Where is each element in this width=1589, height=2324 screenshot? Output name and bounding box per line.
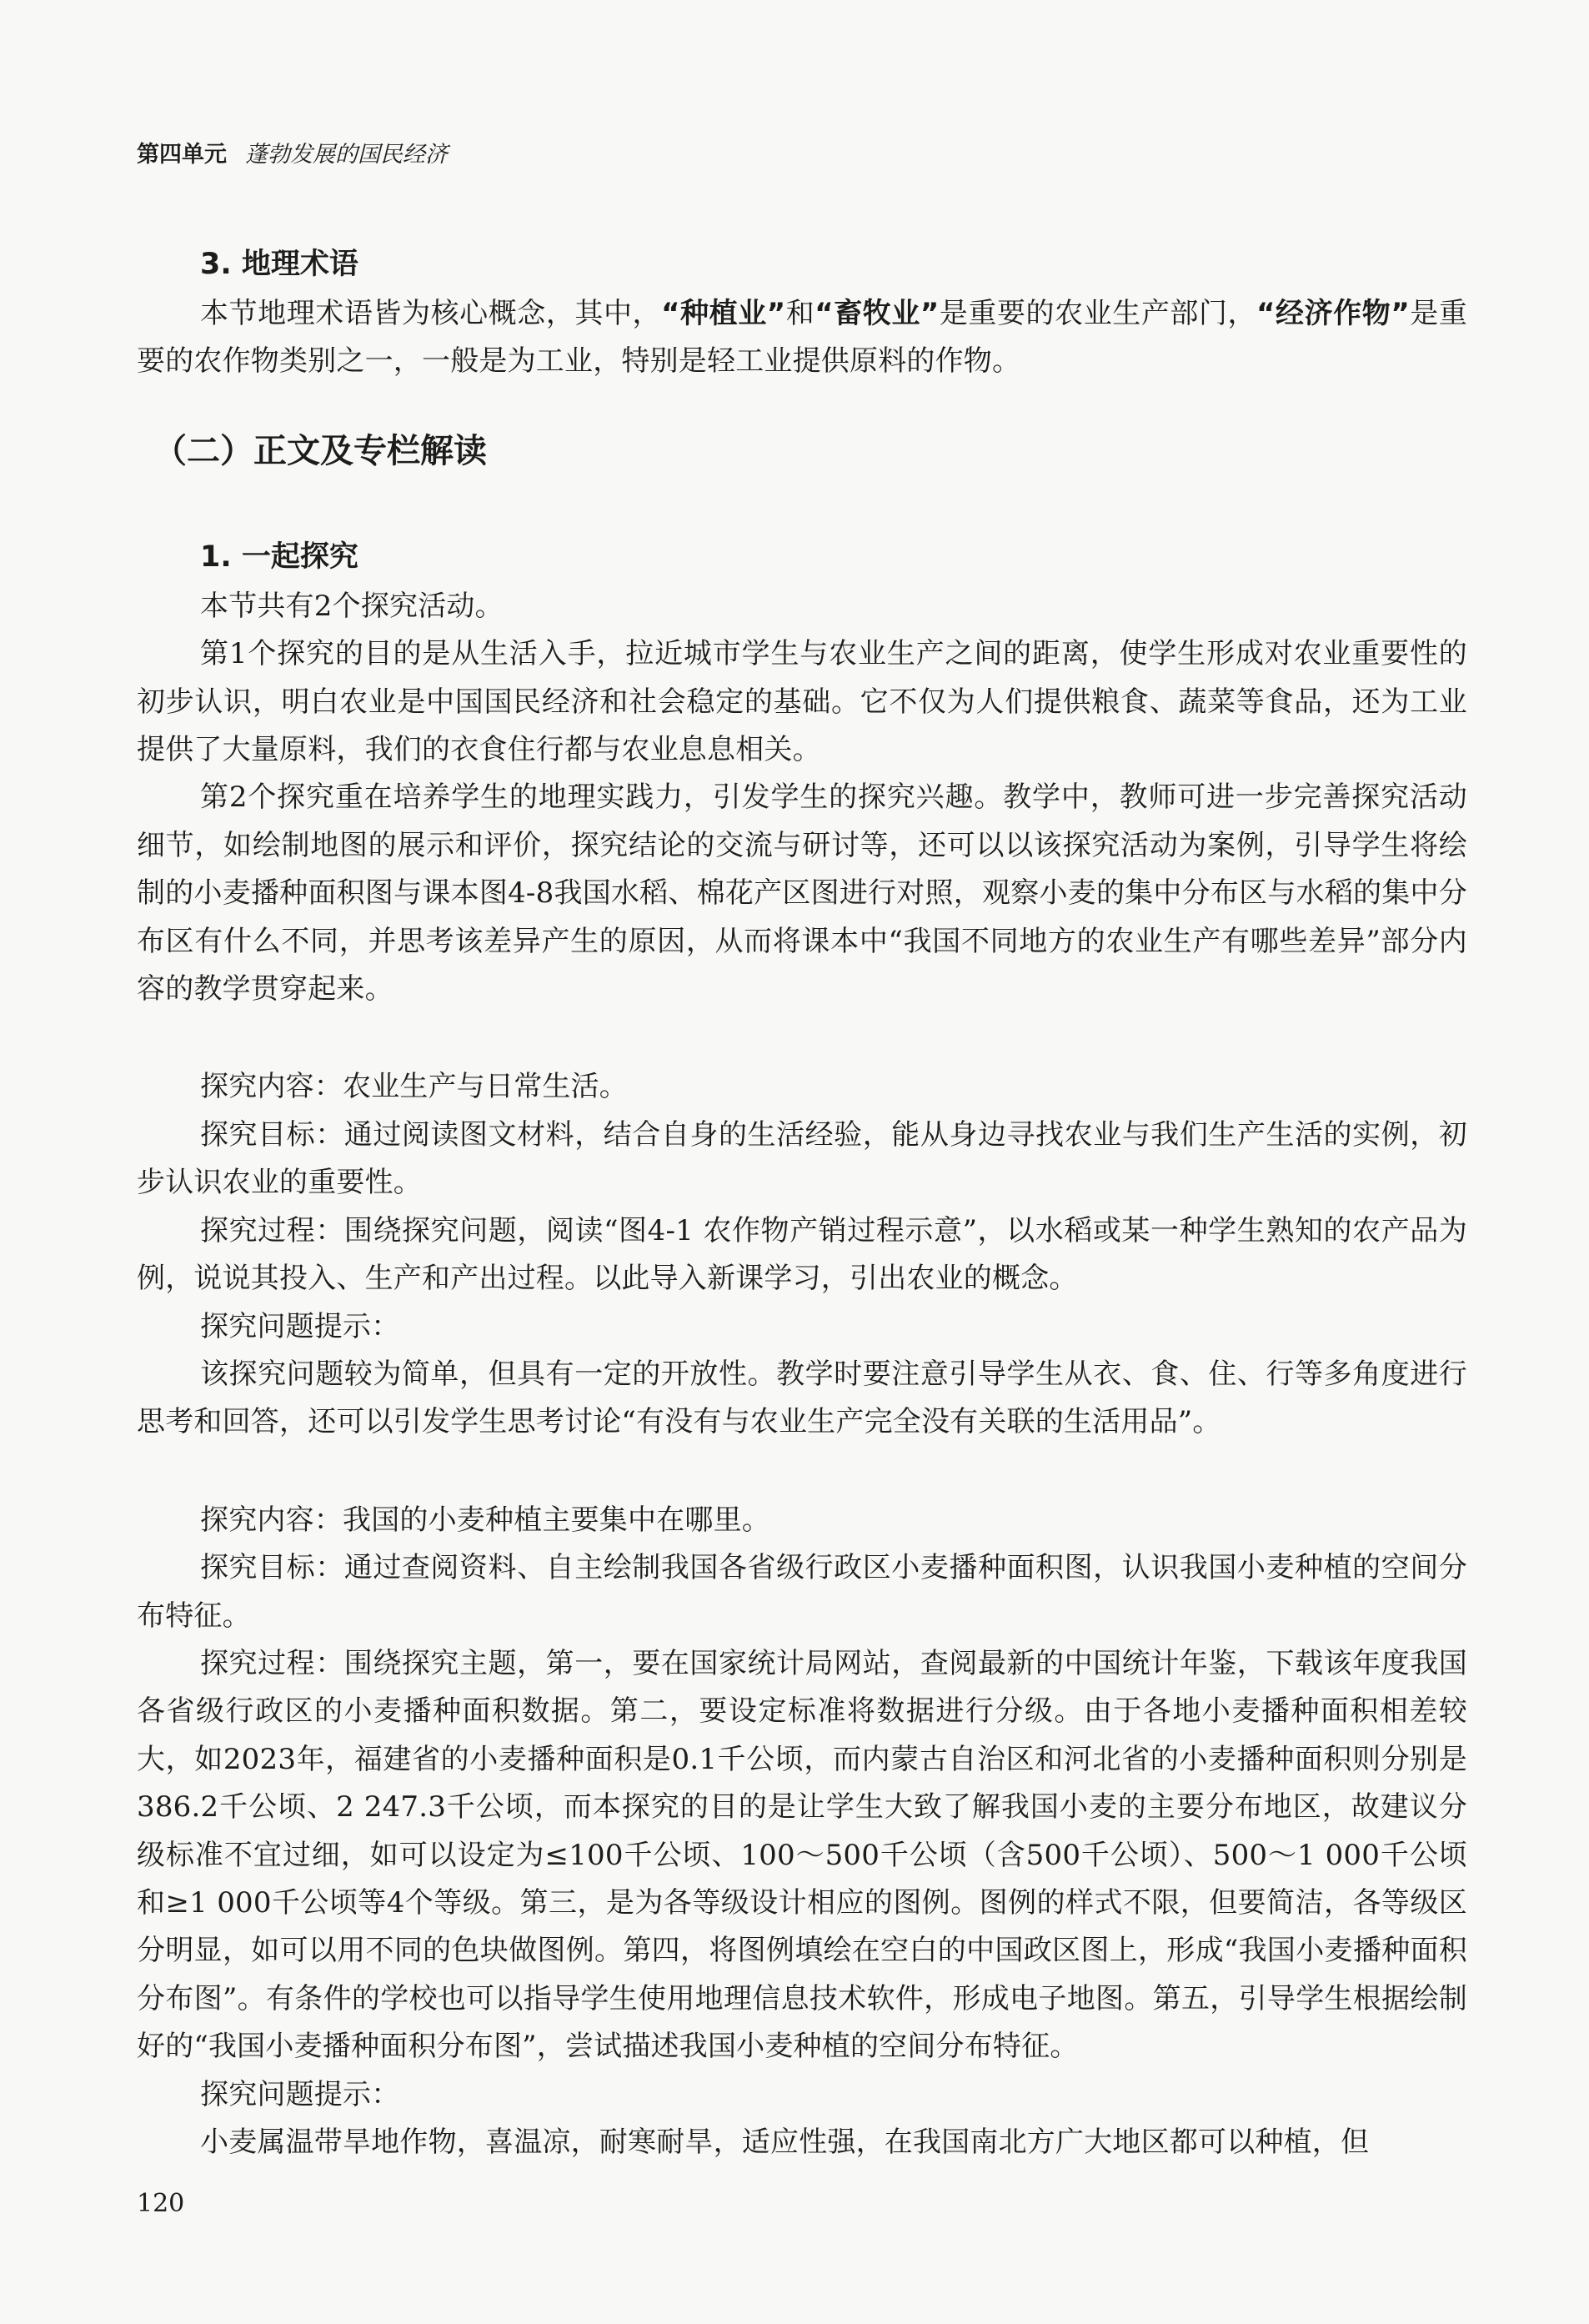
paragraph-first-activity: 第1个探究的目的是从生活入手，拉近城市学生与农业生产之间的距离，使学生形成对农业重要性的初步认识，明白农业是中国国民经济和社会稳定的基础。它不仅为人们提供粮食、蔬菜等食品，还为工业提供了大量原料，我们的衣食住行都与农业息息相关。 — [137, 637, 1467, 767]
heading-explore: 1. 一起探究 — [200, 540, 358, 574]
text-span: 本节地理术语皆为核心概念，其中， — [200, 297, 662, 330]
term-livestock: “畜牧业” — [815, 297, 940, 330]
activity1-hint: 该探究问题较为简单，但具有一定的开放性。教学时要注意引导学生从衣、食、住、行等多角度进行思考和回答，还可以引发学生思考讨论“有没有与农业生产完全没有关联的生活用品”。 — [137, 1357, 1467, 1439]
main-content — [137, 243, 1467, 2166]
activity2-hint-label: 探究问题提示： — [200, 2077, 400, 2111]
text-span: 和 — [785, 297, 815, 330]
paragraph-second-activity: 第2个探究重在培养学生的地理实践力，引发学生的探究兴趣。教学中，教师可进一步完善探究活动细节，如绘制地图的展示和评价，探究结论的交流与研讨等，还可以以该探究活动为案例，引导学生将绘制的小麦播种面积图与课本图4-8我国水稻、棉花产区图进行对照，观察小麦的集中分布区与水稻的集中分布区有什么不同，并思考该差异产生的原因，从而将课本中“我国不同地方的农业生产有哪些差异”部分内容的教学贯穿起来。 — [137, 781, 1467, 1006]
term-planting: “种植业” — [661, 297, 786, 330]
text-span: 是重要的农业生产部门， — [939, 297, 1257, 330]
activity1-hint-label: 探究问题提示： — [200, 1309, 400, 1343]
running-header — [137, 136, 448, 168]
activity2-goal: 探究目标：通过查阅资料、自主绘制我国各省级行政区小麦播种面积图，认识我国小麦种植的空间分布特征。 — [137, 1551, 1467, 1633]
heading-geography-terms: 3. 地理术语 — [200, 248, 358, 281]
page-number: 120 — [137, 2189, 185, 2218]
term-cash-crop: “经济作物” — [1256, 297, 1410, 330]
activity2-hint: 小麦属温带旱地作物，喜温凉，耐寒耐旱，适应性强，在我国南北方广大地区都可以种植，但 — [200, 2126, 1370, 2159]
unit-label: 第四单元 — [137, 142, 227, 168]
activity1-goal: 探究目标：通过阅读图文材料，结合自身的生活经验，能从身边寻找农业与我们生产生活的实例，初步认识农业的重要性。 — [137, 1117, 1467, 1200]
spacer — [137, 1447, 1467, 1497]
text-span: 是重要的农作物类别之一，一般是为工业，特别是轻工业提供原料的作物。 — [137, 297, 1468, 379]
paragraph-terms — [137, 290, 1467, 386]
spacer — [137, 1013, 1467, 1063]
heading-section-two: （二）正文及专栏解读 — [153, 431, 487, 470]
activity1-content: 探究内容：农业生产与日常生活。 — [200, 1070, 628, 1104]
unit-title: 蓬勃发展的国民经济 — [245, 142, 448, 168]
activity2-content: 探究内容：我国的小麦种植主要集中在哪里。 — [200, 1503, 770, 1537]
activity2-process: 探究过程：围绕探究主题，第一，要在国家统计局网站，查阅最新的中国统计年鉴，下载该年度我国各省级行政区的小麦播种面积数据。第二，要设定标准将数据进行分级。由于各地小麦播种面积相差较大，如2023年，福建省的小麦播种面积是0.1千公顷，而内蒙古自治区和河北省的小麦播种面积则分别是386.2千公顷、2 247.3千公顷，而本探究的目的是让学生大致了解我国小麦的主要分布地区，故建议分级标准不宜过细，如可以设定为≤100千公顷、100～500千公顷（含500千公顷）、500～1 000千公顷和≥1 000千公顷等4个等级。第三，是为各等级设计相应的图例。图例的样式不限，但要简洁，各等级区分明显，如可以用不同的色块做图例。第四，将图例填绘在空白的中国政区图上，形成“我国小麦播种面积分布图”。有条件的学校也可以指导学生使用地理信息技术软件，形成电子地图。第五，引导学生根据绘制好的“我国小麦播种面积分布图”，尝试描述我国小麦种植的空间分布特征。 — [137, 1646, 1467, 2064]
activity1-process: 探究过程：围绕探究问题，阅读“图4-1 农作物产销过程示意”，以水稻或某一种学生熟知的农产品为例，说说其投入、生产和产出过程。以此导入新课学习，引出农业的概念。 — [137, 1213, 1467, 1296]
paragraph-intro: 本节共有2个探究活动。 — [200, 589, 504, 623]
